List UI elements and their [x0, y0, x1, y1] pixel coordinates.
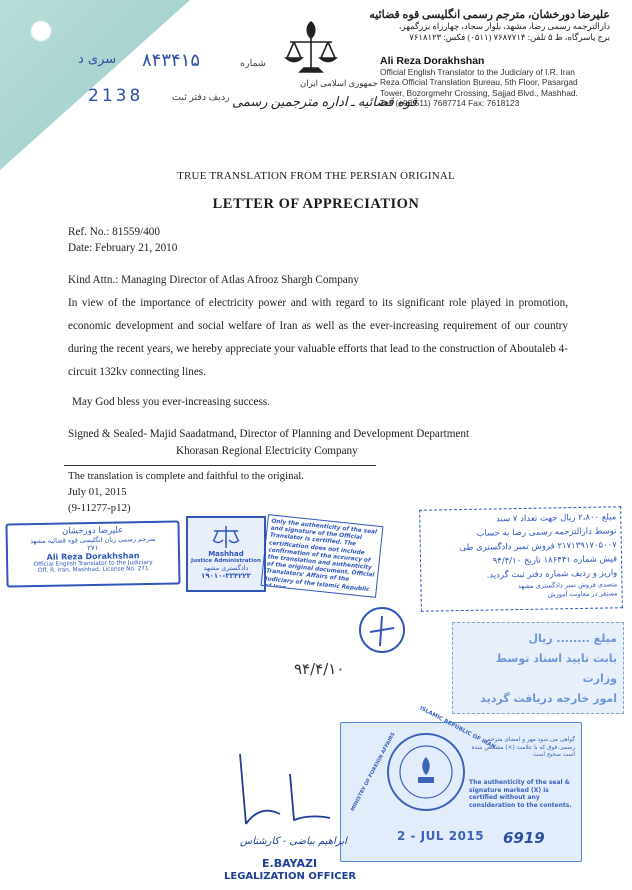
department-label: قوه قضائیه ـ اداره مترجمین رسمی	[232, 94, 417, 109]
mofa-ring-left: MINISTRY OF FOREIGN AFFAIRS	[349, 731, 397, 813]
scales-of-justice-emblem-icon	[282, 16, 340, 78]
stamp-translator-line-fa: مترجم رسمی زبان انگلیسی قوه قضائیه مشهد	[30, 534, 156, 546]
letter-body: In view of the importance of electricity power and with regard to its significant role played in promotion, economic development and social welfare of Iran as well as the ever-increasing requirement of our country during the recent years, we hereby appreciate your valuable efforts that lead to the construction of Aboutaleb 4-circuit 132kv connecting lines.	[68, 297, 568, 378]
stamp-translator-name-en: Ali Reza Dorakhshan	[46, 551, 140, 562]
mofa-fee-line-1: مبلغ ........ ریال	[528, 632, 617, 645]
office-line-3: Tower, Bozorgmehr Crossing, Sajjad Blvd., Mashhad.	[380, 87, 578, 98]
office-line-4: Tel: (+98 511) 7687714 Fax: 7618123	[380, 98, 520, 108]
mofa-fee-stamp	[452, 622, 624, 714]
signature-line-2: Khorasan Regional Electricity Company	[176, 445, 358, 457]
fee-line-2: توسط دارالترجمه رسمی رضا به حساب	[476, 526, 617, 539]
fee-line-3: ۲۱۷۱۳۹۱۷۰۵۰۰۷ فروش تمبر دادگستری طی	[459, 540, 617, 554]
fee-line-4: فیش شماره ۱۸۶۴۴۱ تاریخ ۹۴/۴/۱۰	[492, 554, 618, 567]
divider-line	[64, 465, 376, 466]
officer-name-fa: ابراهیم بیاضی - کارشناس	[240, 836, 347, 847]
number-label: شماره	[240, 59, 266, 69]
translation-header: TRUE TRANSLATION FROM THE PERSIAN ORIGINAL	[177, 170, 455, 182]
verification-text: Only the authenticity of the seal and signature of the Official Translator is certified. The certification does not include confirmation of the accuracy of the translation and authenticity of the original document. Official Translators' Affairs of the Judiciary of the Islamic Republic of Iran	[264, 518, 378, 593]
fee-receipt-stamp	[419, 506, 623, 612]
fee-line-7: مستقر در معاونت آموزش	[547, 589, 618, 599]
blessing-line: May God bless you ever-increasing success.	[72, 396, 270, 408]
handwritten-date: ۹۴/۴/۱۰	[294, 660, 345, 678]
office-address-fa-2: برج یاسرگاه، ط ۵ تلفن: ۷۶۸۷۷۱۴ (۰۵۱۱) فکس: ۷۶۱۸۱۲۳	[409, 32, 610, 42]
fee-line-6: متصدی فروش تمبر دادگستری مشهد	[517, 580, 618, 591]
mofa-ring-top: ISLAMIC REPUBLIC OF IRAN	[418, 705, 497, 751]
certification-code: (9-11277-p12)	[68, 502, 131, 514]
officer-signature-icon	[220, 744, 360, 844]
translator-name-en: Ali Reza Dorakhshan	[380, 55, 485, 67]
reference-number: Ref. No.: 81559/400	[68, 226, 160, 238]
verification-stamp	[261, 514, 384, 598]
stamp-translator-name-fa: علیرضا دورخشان	[61, 525, 124, 537]
office-address-fa-1: دارالترجمه رسمی رضا، مشهد، بلوار سجاد، چهارراه بزرگمهر،	[398, 21, 610, 31]
attention-line: Kind Attn.: Managing Director of Atlas Afrooz Shargh Company	[68, 274, 359, 286]
stamp-translator-num-fa: ۲۷۱	[87, 543, 99, 553]
register-number: 2138	[88, 86, 144, 106]
office-line-1: Official English Translator to the Judiciary of I.R. Iran	[380, 66, 575, 77]
translator-seal-stamp	[5, 520, 180, 587]
justice-label-2: Justice Administration	[191, 558, 261, 564]
mofa-legalization-stamp	[340, 705, 582, 862]
stamp-translator-line-en-2: Off. R. Iran, Mashhad, License No. 271	[37, 566, 149, 574]
mofa-handwritten-number: 6919	[503, 829, 545, 847]
certification-date: July 01, 2015	[68, 486, 127, 498]
translator-name-fa: علیرضا دورخشان، مترجم رسمی انگلیسی قوه قضائیه	[369, 9, 610, 21]
fee-line-1: مبلغ ۲،۸۰۰ ریال جهت تعداد ۷ سند	[495, 512, 617, 525]
justice-label-1: Mashhad	[208, 550, 244, 558]
officer-title: LEGALIZATION OFFICER	[224, 871, 357, 882]
letter-date: Date: February 21, 2010	[68, 242, 178, 254]
mofa-fee-line-2: بابت تایید اسناد توسط وزارت	[495, 652, 617, 685]
office-line-2: Reza Official Translation Bureau, 5th Floor, Pasargad	[380, 77, 578, 87]
judiciary-label: جمهوری اسلامی ایران	[300, 78, 378, 88]
register-label: ردیف دفتر ثبت	[172, 93, 230, 103]
justice-admin-stamp	[186, 516, 266, 592]
number-value: ۸۴۳۴۱۵	[142, 50, 201, 71]
fee-line-5: واریز و ردیف شماره دفتر ثبت گردید.	[486, 568, 618, 581]
letterhead-persian	[369, 10, 610, 43]
page-corner-fold	[0, 0, 190, 170]
signature-line-1: Signed & Sealed- Majid Saadatmand, Director of Planning and Development Department	[68, 428, 470, 440]
mofa-date: 2 - JUL 2015	[397, 829, 485, 843]
mofa-fee-line-3: امور خارجه دریافت گردید	[480, 692, 617, 705]
certification-statement: The translation is complete and faithful to the original.	[68, 470, 304, 482]
officer-name: E.BAYAZI	[262, 857, 318, 870]
stamp-serial: ۱۹۰۱۰-۳۳۴۲۲۳	[201, 572, 251, 580]
page-title: LETTER OF APPRECIATION	[212, 196, 420, 212]
punch-hole	[30, 20, 52, 42]
mofa-text-en: The authenticity of the seal & signature marked (X) is certified without any consideration to the contents.	[469, 779, 572, 809]
signature-circle-mark	[356, 604, 408, 656]
series-label: سری د	[78, 52, 117, 67]
mofa-round-seal-icon	[385, 731, 467, 813]
justice-scales-icon	[211, 524, 241, 550]
mofa-text-fa: گواهی می شود مهر و امضای مترجم رسمی فوق که با علامت (×) مشخص شده است صحیح است	[471, 737, 575, 759]
stamp-translator-line-en-1: Official English Translator to the Judiciary	[33, 559, 153, 569]
justice-label-fa: دادگستری مشهد	[203, 564, 249, 572]
